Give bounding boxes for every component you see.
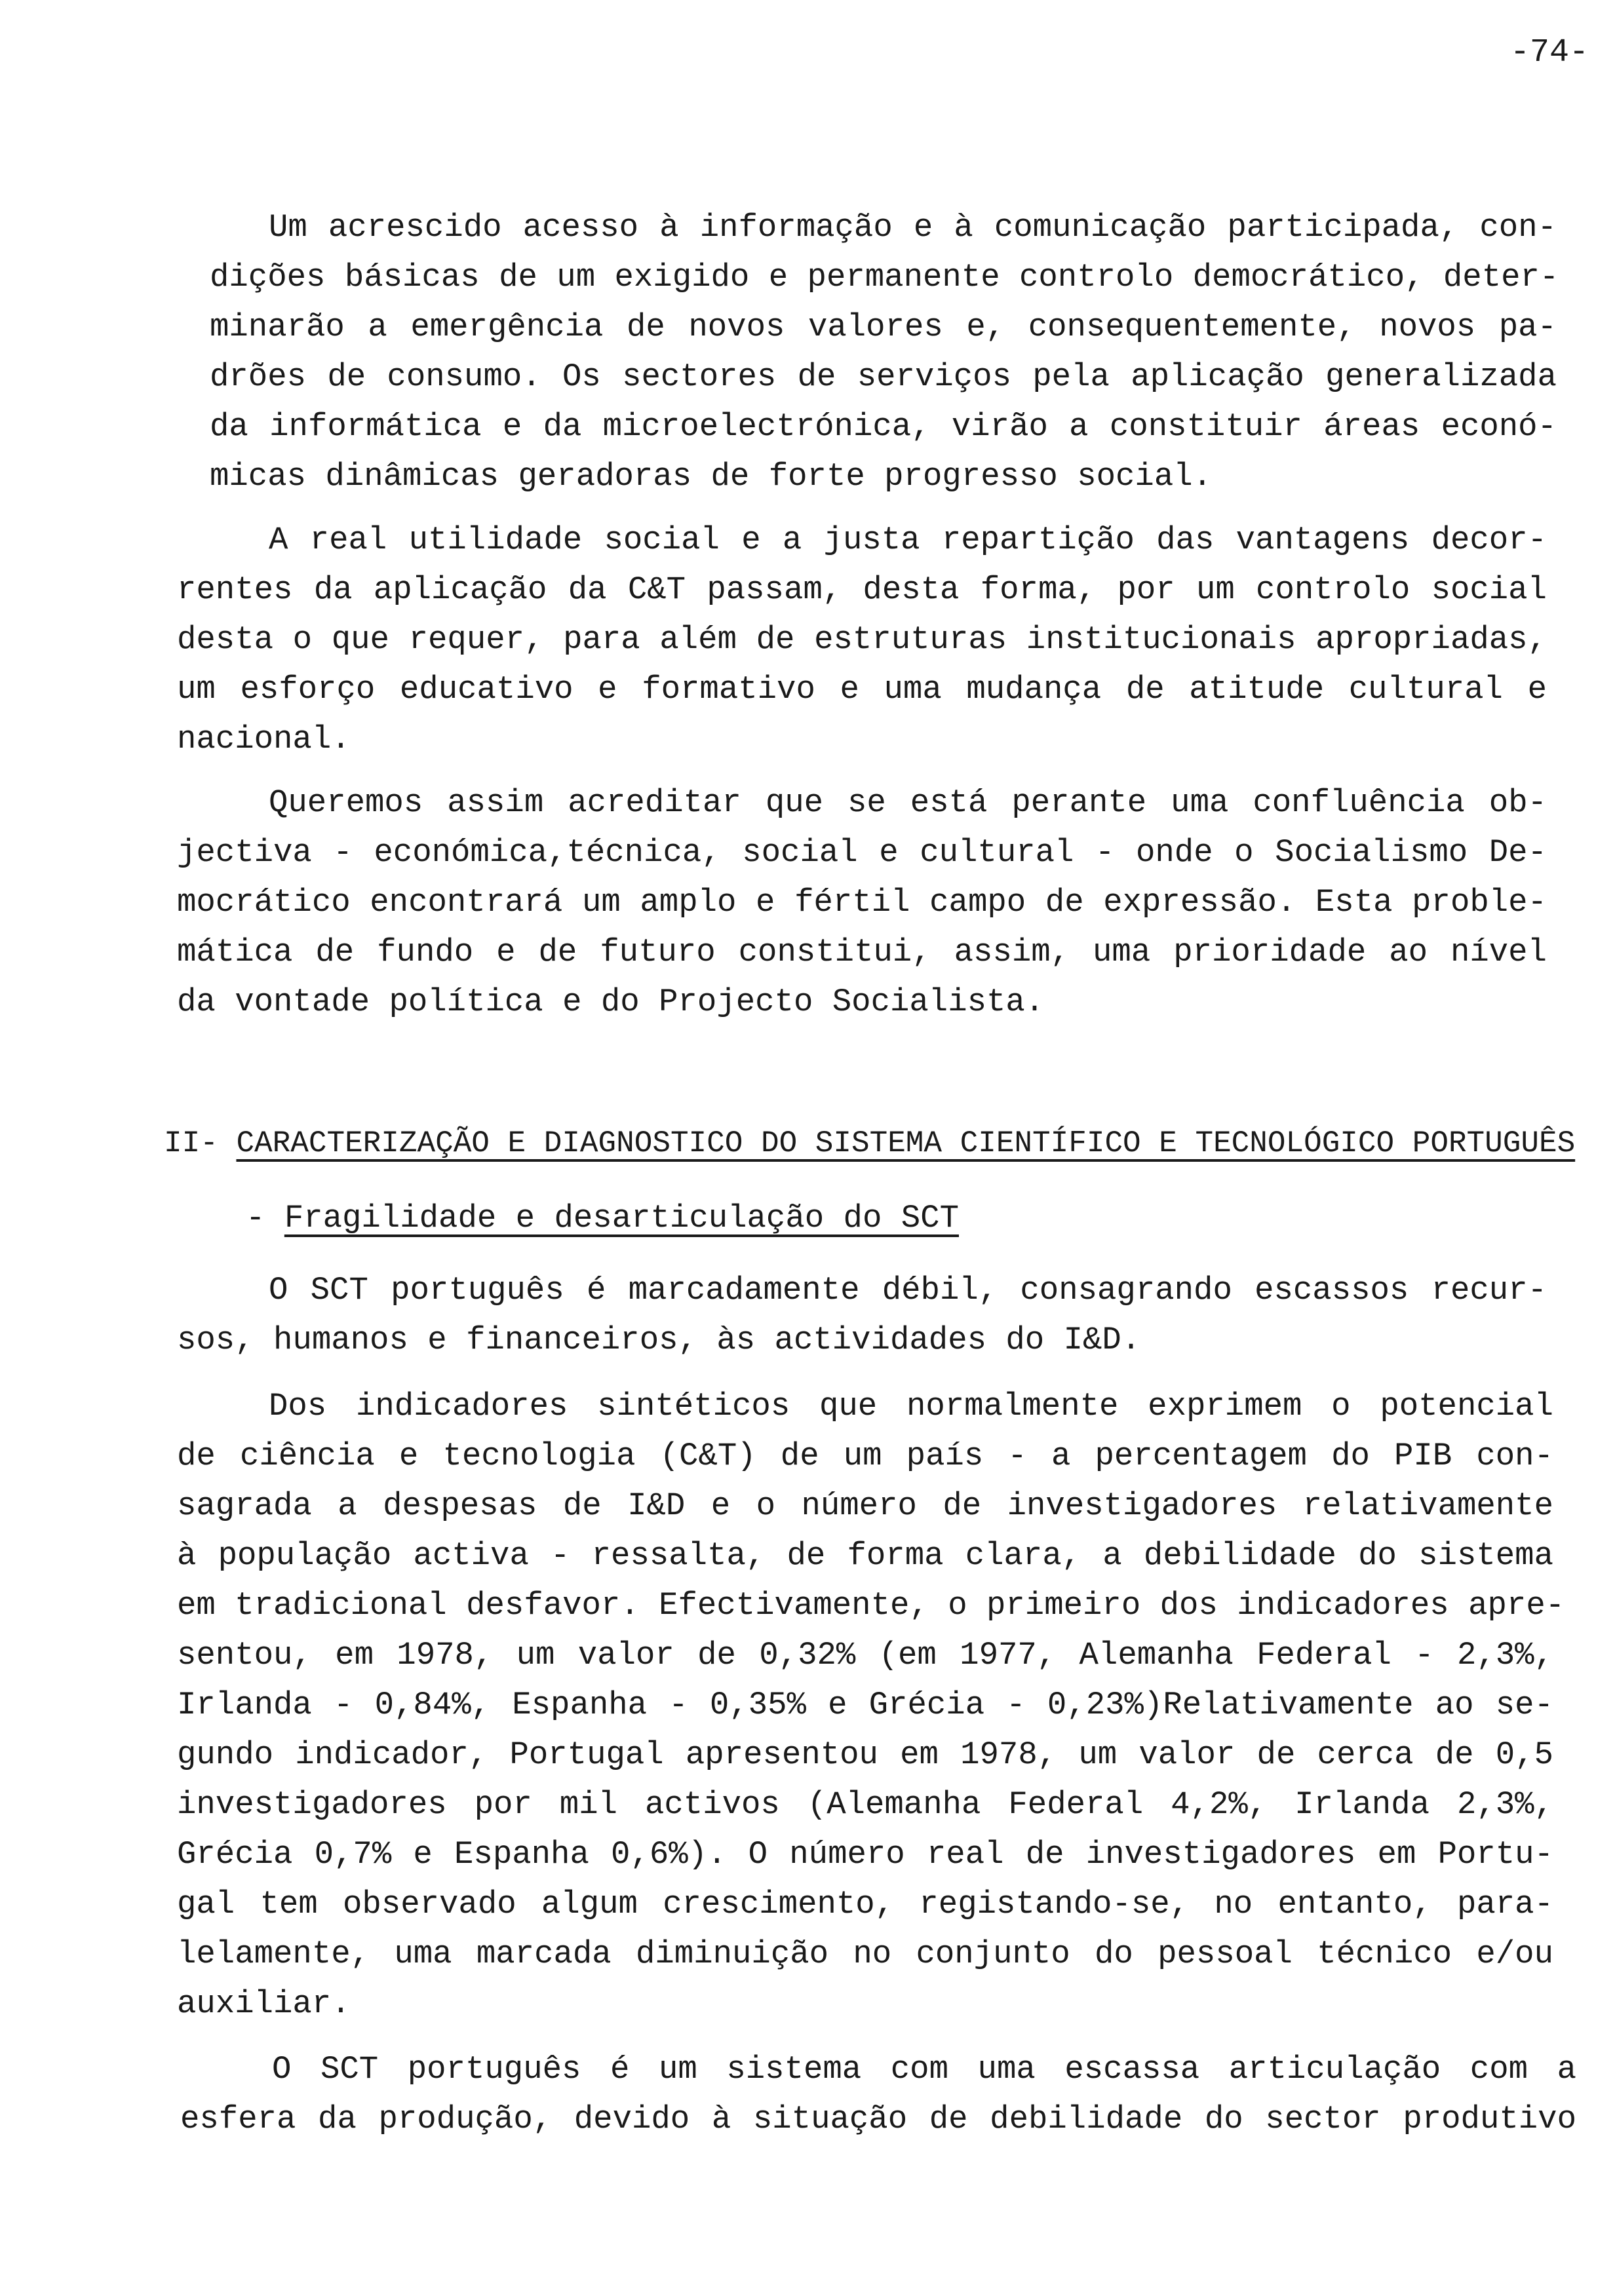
text-line: nacional. — [177, 721, 351, 757]
text-line: dições básicas de um exigido e permanente controlo democrático, deter- — [210, 259, 1559, 296]
text-line: Grécia 0,7% e Espanha 0,6%). O número real de investigadores em Portu- — [177, 1836, 1553, 1873]
text-line: mática de fundo e de futuro constitui, assim, uma prioridade ao nível — [177, 934, 1547, 970]
text-line: gundo indicador, Portugal apresentou em 1978, um valor de cerca de 0,5 — [177, 1736, 1553, 1773]
text-line: investigadores por mil activos (Alemanha Federal 4,2%, Irlanda 2,3%, — [177, 1786, 1553, 1823]
text-line: mocrático encontrará um amplo e fértil campo de expressão. Esta proble- — [177, 884, 1547, 921]
text-line: um esforço educativo e formativo e uma mudança de atitude cultural e — [177, 671, 1547, 708]
paragraph-5 — [177, 1381, 1565, 2029]
text-line: Irlanda - 0,84%, Espanha - 0,35% e Grécia - 0,23%)Relativamente ao se- — [177, 1687, 1553, 1723]
text-line: desta o que requer, para além de estruturas institucionais apropriadas, — [177, 621, 1547, 658]
text-line: Queremos assim acreditar que se está perante uma confluência ob- — [269, 784, 1547, 821]
subsection-dash: - — [246, 1200, 284, 1236]
text-line: A real utilidade social e a justa repartição das vantagens decor- — [269, 522, 1547, 558]
text-line: auxiliar. — [177, 1985, 351, 2022]
text-line: O SCT português é marcadamente débil, consagrando escassos recur- — [269, 1272, 1547, 1309]
paragraph-3 — [177, 778, 1547, 1027]
text-line: sentou, em 1978, um valor de 0,32% (em 1977, Alemanha Federal - 2,3%, — [177, 1637, 1553, 1674]
text-line: sos, humanos e financeiros, às actividades do I&D. — [177, 1322, 1141, 1358]
text-line: lelamente, uma marcada diminuição no conjunto do pessoal técnico e/ou — [177, 1936, 1553, 1972]
text-line: Dos indicadores sintéticos que normalmente exprimem o potencial — [269, 1388, 1553, 1425]
text-line: jectiva - económica,técnica, social e cultural - onde o Socialismo De- — [177, 834, 1547, 871]
text-line: Um acrescido acesso à informação e à comunicação participada, con- — [269, 209, 1557, 246]
text-line: da informática e da microelectrónica, virão a constituir áreas econó- — [210, 408, 1557, 445]
text-line: esfera da produção, devido à situação de debilidade do sector produtivo — [180, 2101, 1576, 2137]
section-heading — [164, 1119, 1575, 1168]
subsection-heading — [246, 1193, 959, 1243]
paragraph-4 — [177, 1265, 1547, 1365]
text-line: O SCT português é um sistema com uma escassa articulação com a — [272, 2051, 1576, 2088]
section-number: II- — [164, 1126, 218, 1160]
section-title: CARACTERIZAÇÃO E DIAGNOSTICO DO SISTEMA CIENTÍFICO E TECNOLÓGICO PORTUGUÊS — [236, 1126, 1576, 1160]
text-line: à população activa - ressalta, de forma clara, a debilidade do sistema — [177, 1537, 1553, 1574]
paragraph-6 — [180, 2044, 1576, 2144]
text-line: micas dinâmicas geradoras de forte progresso social. — [210, 458, 1213, 495]
text-line: minarão a emergência de novos valores e, consequentemente, novos pa- — [210, 309, 1557, 345]
page-number: -74- — [1509, 34, 1589, 71]
paragraph-1 — [210, 202, 1557, 501]
paragraph-2 — [177, 515, 1547, 764]
text-line: gal tem observado algum crescimento, registando-se, no entanto, para- — [177, 1886, 1553, 1923]
text-line: rentes da aplicação da C&T passam, desta forma, por um controlo social — [177, 571, 1547, 608]
subsection-title: Fragilidade e desarticulação do SCT — [284, 1200, 959, 1236]
text-line: da vontade política e do Projecto Socialista. — [177, 984, 1045, 1020]
text-line: sagrada a despesas de I&D e o número de investigadores relativamente — [177, 1487, 1553, 1524]
text-line: drões de consumo. Os sectores de serviços pela aplicação generalizada — [210, 358, 1557, 395]
text-line: de ciência e tecnologia (C&T) de um país - a percentagem do PIB con- — [177, 1438, 1553, 1474]
text-line: em tradicional desfavor. Efectivamente, o primeiro dos indicadores apre- — [177, 1587, 1565, 1624]
